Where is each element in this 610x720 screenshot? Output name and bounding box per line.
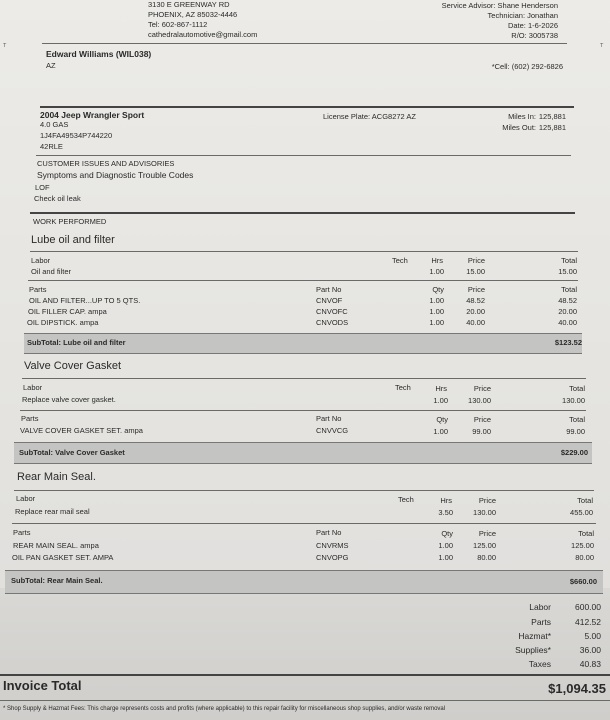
part-no-header: Part No [316, 414, 342, 423]
vehicle-vin: 1J4FA49534P744220 [40, 131, 113, 140]
summary-label: Taxes [528, 659, 551, 669]
part-qty: 1.00 [429, 296, 444, 305]
total-header: Total [577, 496, 593, 505]
customer-cell: *Cell: (602) 292-6826 [491, 62, 563, 71]
customer-state: AZ [46, 61, 56, 70]
part-no-header: Part No [316, 285, 342, 294]
price-header: Price [473, 415, 491, 424]
ro-date: Date: 1-6-2026 [507, 21, 558, 30]
shop-phone: Tel: 602-867-1112 [148, 20, 208, 29]
labor-price: 15.00 [466, 267, 485, 276]
margin-mark: ᵀ [600, 42, 604, 51]
part-desc: OIL FILLER CAP. ampa [28, 307, 107, 316]
part-desc: OIL AND FILTER...UP TO 5 QTS. [29, 296, 141, 305]
shop-address-1: 3130 E GREENWAY RD [148, 0, 230, 9]
total-header: Total [569, 384, 585, 393]
price-header: Price [478, 529, 496, 538]
labor-price: 130.00 [468, 396, 491, 405]
part-total: 20.00 [558, 307, 577, 316]
invoice-total-label: Invoice Total [3, 678, 82, 693]
part-no-header: Part No [316, 528, 342, 537]
labor-desc: Replace valve cover gasket. [22, 395, 116, 404]
part-no: CNVRMS [316, 541, 349, 550]
part-total: 48.52 [558, 296, 577, 305]
part-desc: OIL DIPSTICK. ampa [27, 318, 99, 327]
vehicle-engine: 4.0 GAS [40, 120, 69, 129]
part-qty: 1.00 [429, 307, 444, 316]
divider [22, 378, 586, 379]
service-advisor: Service Advisor: Shane Henderson [441, 1, 558, 10]
subtotal-value: $229.00 [560, 448, 588, 457]
part-desc: VALVE COVER GASKET SET. ampa [20, 426, 143, 435]
part-price: 80.00 [477, 553, 496, 562]
part-total: 99.00 [566, 427, 585, 436]
summary-value: 5.00 [584, 631, 601, 641]
part-total: 80.00 [575, 553, 594, 562]
part-price: 20.00 [466, 307, 485, 316]
hrs-header: Hrs [435, 384, 447, 393]
ro-number: R/O: 3005738 [511, 31, 558, 40]
total-header: Total [569, 415, 585, 424]
job-title: Rear Main Seal. [17, 471, 96, 483]
vehicle-model: 2004 Jeep Wrangler Sport [40, 110, 145, 120]
issues-subheader: Symptoms and Diagnostic Trouble Codes [37, 170, 194, 180]
labor-hrs: 3.50 [438, 508, 453, 517]
labor-hrs: 1.00 [429, 267, 444, 276]
labor-price: 130.00 [473, 508, 496, 517]
summary-label: Hazmat* [518, 631, 551, 641]
part-no: CNVOF [316, 296, 343, 305]
divider [0, 700, 610, 701]
part-no: CNVOFC [316, 307, 348, 316]
job-title: Valve Cover Gasket [24, 360, 122, 372]
labor-total: 455.00 [570, 508, 593, 517]
labor-header: Labor [23, 383, 43, 392]
qty-header: Qty [432, 285, 444, 294]
part-qty: 1.00 [429, 318, 444, 327]
parts-header: Parts [21, 414, 39, 423]
tech-header: Tech [395, 383, 411, 392]
part-no: CNVODS [316, 318, 349, 327]
part-total: 125.00 [571, 541, 594, 550]
labor-hrs: 1.00 [433, 396, 448, 405]
divider [36, 155, 571, 156]
part-desc: REAR MAIN SEAL. ampa [13, 541, 99, 550]
issue-item: LOF [35, 183, 50, 192]
issues-header: CUSTOMER ISSUES AND ADVISORIES [37, 159, 175, 168]
qty-header: Qty [441, 529, 453, 538]
tech-header: Tech [392, 256, 408, 265]
subtotal-label: SubTotal: Rear Main Seal. [11, 576, 103, 585]
miles-in-label: Miles In: [508, 112, 536, 121]
price-header: Price [467, 285, 485, 294]
divider [14, 490, 594, 491]
labor-desc: Replace rear mail seal [15, 507, 90, 516]
job-title: Lube oil and filter [31, 234, 115, 246]
total-header: Total [561, 285, 577, 294]
qty-header: Qty [436, 415, 448, 424]
license-plate: License Plate: ACG8272 AZ [323, 112, 416, 121]
summary-label: Labor [529, 602, 551, 612]
labor-header: Labor [31, 256, 51, 265]
price-header: Price [467, 256, 485, 265]
parts-header: Parts [29, 285, 47, 294]
subtotal-value: $123.52 [554, 338, 582, 347]
vehicle-transmission: 42RLE [40, 142, 63, 151]
price-header: Price [473, 384, 491, 393]
part-price: 99.00 [472, 427, 491, 436]
divider [30, 212, 575, 214]
labor-total: 130.00 [562, 396, 585, 405]
divider [0, 674, 610, 676]
divider [30, 251, 578, 252]
hrs-header: Hrs [431, 256, 443, 265]
technician: Technician: Jonathan [487, 11, 558, 20]
invoice-total-value: $1,094.35 [548, 681, 606, 696]
issue-item: Check oil leak [34, 194, 81, 203]
part-desc: OIL PAN GASKET SET. AMPA [12, 553, 114, 562]
miles-out-label: Miles Out: [502, 123, 536, 132]
subtotal-value: $660.00 [569, 577, 597, 586]
part-qty: 1.00 [438, 541, 453, 550]
summary-label: Supplies* [515, 645, 551, 655]
total-header: Total [561, 256, 577, 265]
margin-mark: ᵀ [3, 42, 7, 51]
summary-value: 40.83 [579, 659, 601, 669]
price-header: Price [478, 496, 496, 505]
shop-address-2: PHOENIX, AZ 85032-4446 [148, 10, 238, 19]
divider [12, 523, 596, 524]
part-price: 48.52 [466, 296, 485, 305]
customer-name: Edward Williams (WIL038) [46, 49, 152, 59]
summary-value: 600.00 [575, 602, 601, 612]
divider [40, 106, 574, 108]
part-price: 40.00 [466, 318, 485, 327]
total-header: Total [578, 529, 594, 538]
summary-value: 36.00 [579, 645, 601, 655]
subtotal-label: SubTotal: Lube oil and filter [27, 338, 126, 347]
part-total: 40.00 [558, 318, 577, 327]
part-price: 125.00 [473, 541, 496, 550]
tech-header: Tech [398, 495, 414, 504]
parts-header: Parts [13, 528, 31, 537]
labor-desc: Oil and filter [31, 267, 72, 276]
part-qty: 1.00 [433, 427, 448, 436]
summary-value: 412.52 [575, 617, 601, 627]
subtotal-label: SubTotal: Valve Cover Gasket [19, 448, 125, 457]
miles-out: 125,881 [538, 123, 566, 132]
labor-total: 15.00 [558, 267, 577, 276]
work-performed-header: WORK PERFORMED [33, 217, 107, 226]
part-no: CNVOPG [316, 553, 349, 562]
summary-label: Parts [531, 617, 551, 627]
divider [42, 43, 567, 44]
hrs-header: Hrs [440, 496, 452, 505]
divider [20, 410, 586, 411]
miles-in: 125,881 [538, 112, 566, 121]
shop-email: cathedralautomotive@gmail.com [148, 30, 258, 39]
footnote: * Shop Supply & Hazmat Fees: This charge represents costs and profits (where applicable) to this repair facility for miscellaneous shop supplies, and/or waste removal [3, 706, 446, 712]
labor-header: Labor [16, 494, 36, 503]
divider [28, 280, 578, 281]
part-no: CNVVCG [316, 426, 349, 435]
part-qty: 1.00 [438, 553, 453, 562]
